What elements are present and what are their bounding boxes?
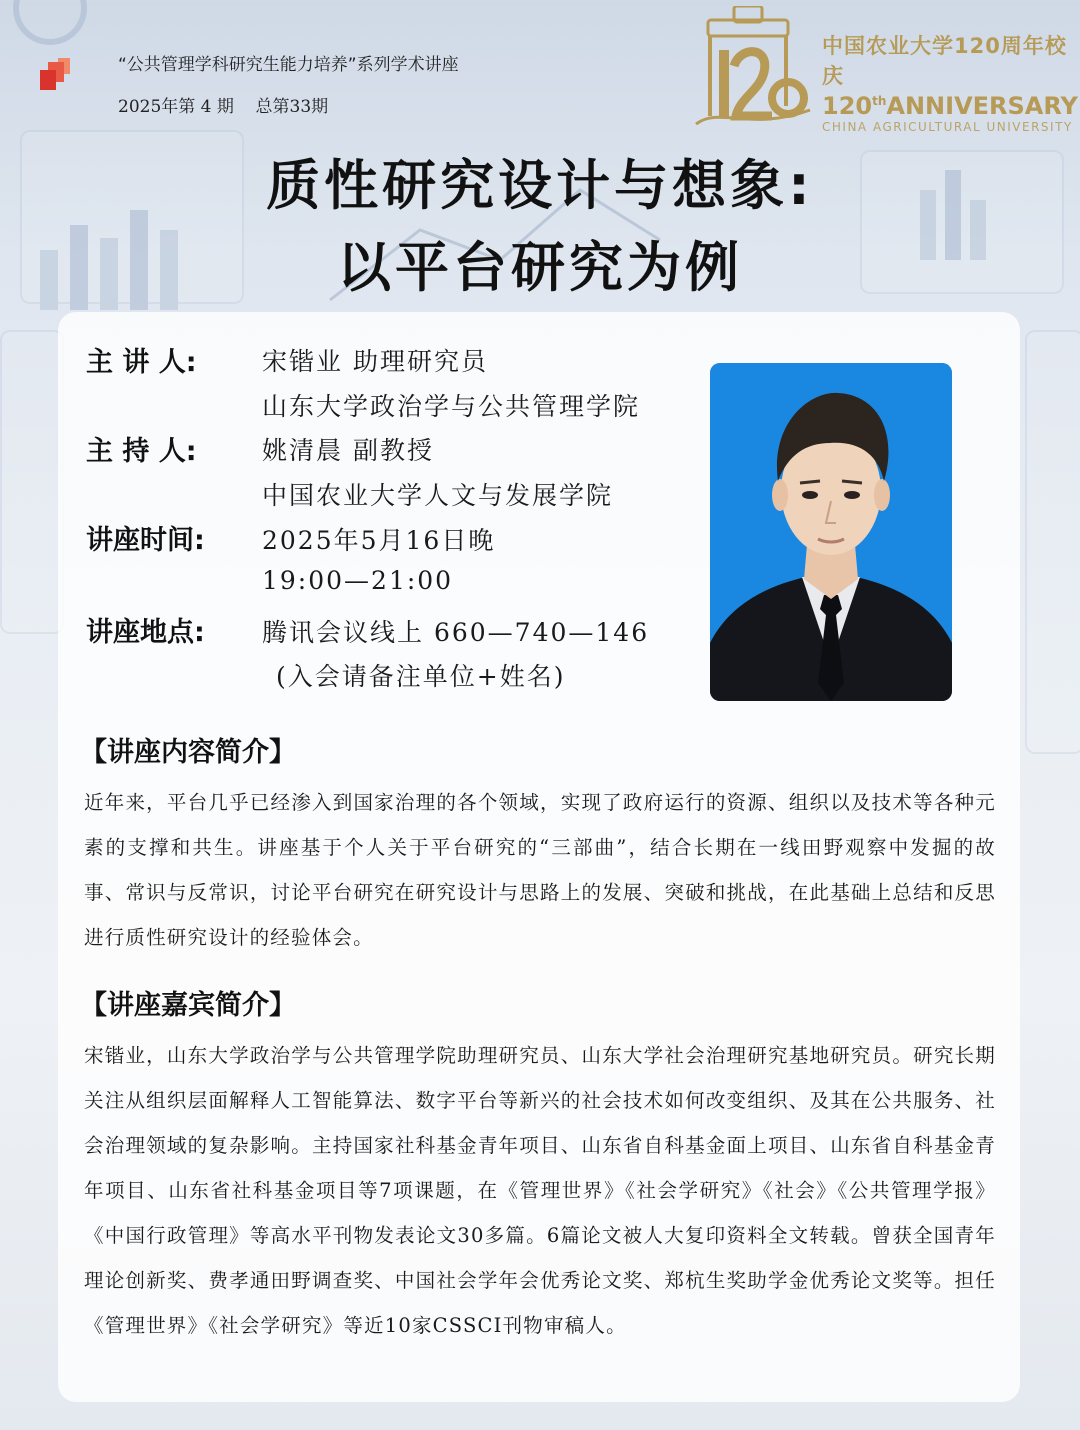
guest-section-title: 【讲座嘉宾简介】	[80, 990, 296, 1021]
speaker-affiliation: 山东大学政治学与公共管理学院	[262, 392, 641, 421]
anniversary-number: 120	[822, 92, 873, 120]
guest-description: 宋锴业，山东大学政治学与公共管理学院助理研究员、山东大学社会治理研究基地研究员。研究长期关注从组织层面解释人工智能算法、数字平台等新兴的社会技术如何改变组织、及其在公共服务、社会治理领域的复杂影响。主持国家社科基金青年项目、山东省自科基金面上项目、山东省自科基金青年项目、山东省社科基金项目等7项课题，在《管理世界》《社会学研究》《社会》《公共管理学报》《中国行政管理》等高水平刊物发表论文30多篇。6篇论文被人大复印资料全文转载。曾获全国青年理论创新奖、费孝通田野调查奖、中国社会学年会优秀论文奖、郑杭生奖助学金优秀论文奖等。担任《管理世界》《社会学研究》等近10家CSSCI刊物审稿人。	[84, 1044, 996, 1337]
anniversary-cn: 中国农业大学120周年校庆	[822, 34, 1067, 88]
anniversary-text	[822, 30, 1080, 134]
speaker-name: 宋锴业 助理研究员	[262, 347, 488, 376]
host-name: 姚清晨 副教授	[262, 436, 434, 465]
lecture-time: 19:00—21:00	[262, 566, 454, 595]
lecture-series-logo	[36, 56, 74, 94]
anniversary-word: ANNIVERSARY	[886, 92, 1078, 120]
anniversary-university: CHINA AGRICULTURAL UNIVERSITY	[822, 120, 1073, 134]
host-label: 主 持 人:	[86, 436, 197, 467]
content-section-title: 【讲座内容简介】	[80, 737, 296, 768]
time-label: 讲座时间:	[86, 525, 205, 556]
lecture-location: 腾讯会议线上 660—740—146	[262, 618, 650, 647]
anniversary-sup: th	[872, 94, 887, 108]
series-title: “公共管理学科研究生能力培养”系列学术讲座	[118, 55, 459, 75]
issue-number: 2025年第 4 期 总第33期	[118, 97, 329, 117]
location-label: 讲座地点:	[86, 617, 205, 648]
speaker-label: 主 讲 人:	[86, 347, 197, 378]
speaker-photo	[710, 363, 952, 701]
location-note: (入会请备注单位+姓名)	[276, 662, 566, 691]
anniversary-emblem-icon	[690, 6, 815, 131]
lecture-title-line2: 以平台研究为例	[337, 236, 743, 299]
lecture-date: 2025年5月16日晚	[262, 526, 496, 555]
anniversary-en	[822, 92, 1080, 120]
host-affiliation: 中国农业大学人文与发展学院	[262, 481, 614, 510]
lecture-title-line1: 质性研究设计与想象:	[266, 154, 814, 217]
content-description: 近年来，平台几乎已经渗入到国家治理的各个领域，实现了政府运行的资源、组织以及技术等各种元素的支撑和共生。讲座基于个人关于平台研究的“三部曲”，结合长期在一线田野观察中发掘的故事、常识与反常识，讨论平台研究在研究设计与思路上的发展、突破和挑战，在此基础上总结和反思进行质性研究设计的经验体会。	[84, 791, 996, 949]
